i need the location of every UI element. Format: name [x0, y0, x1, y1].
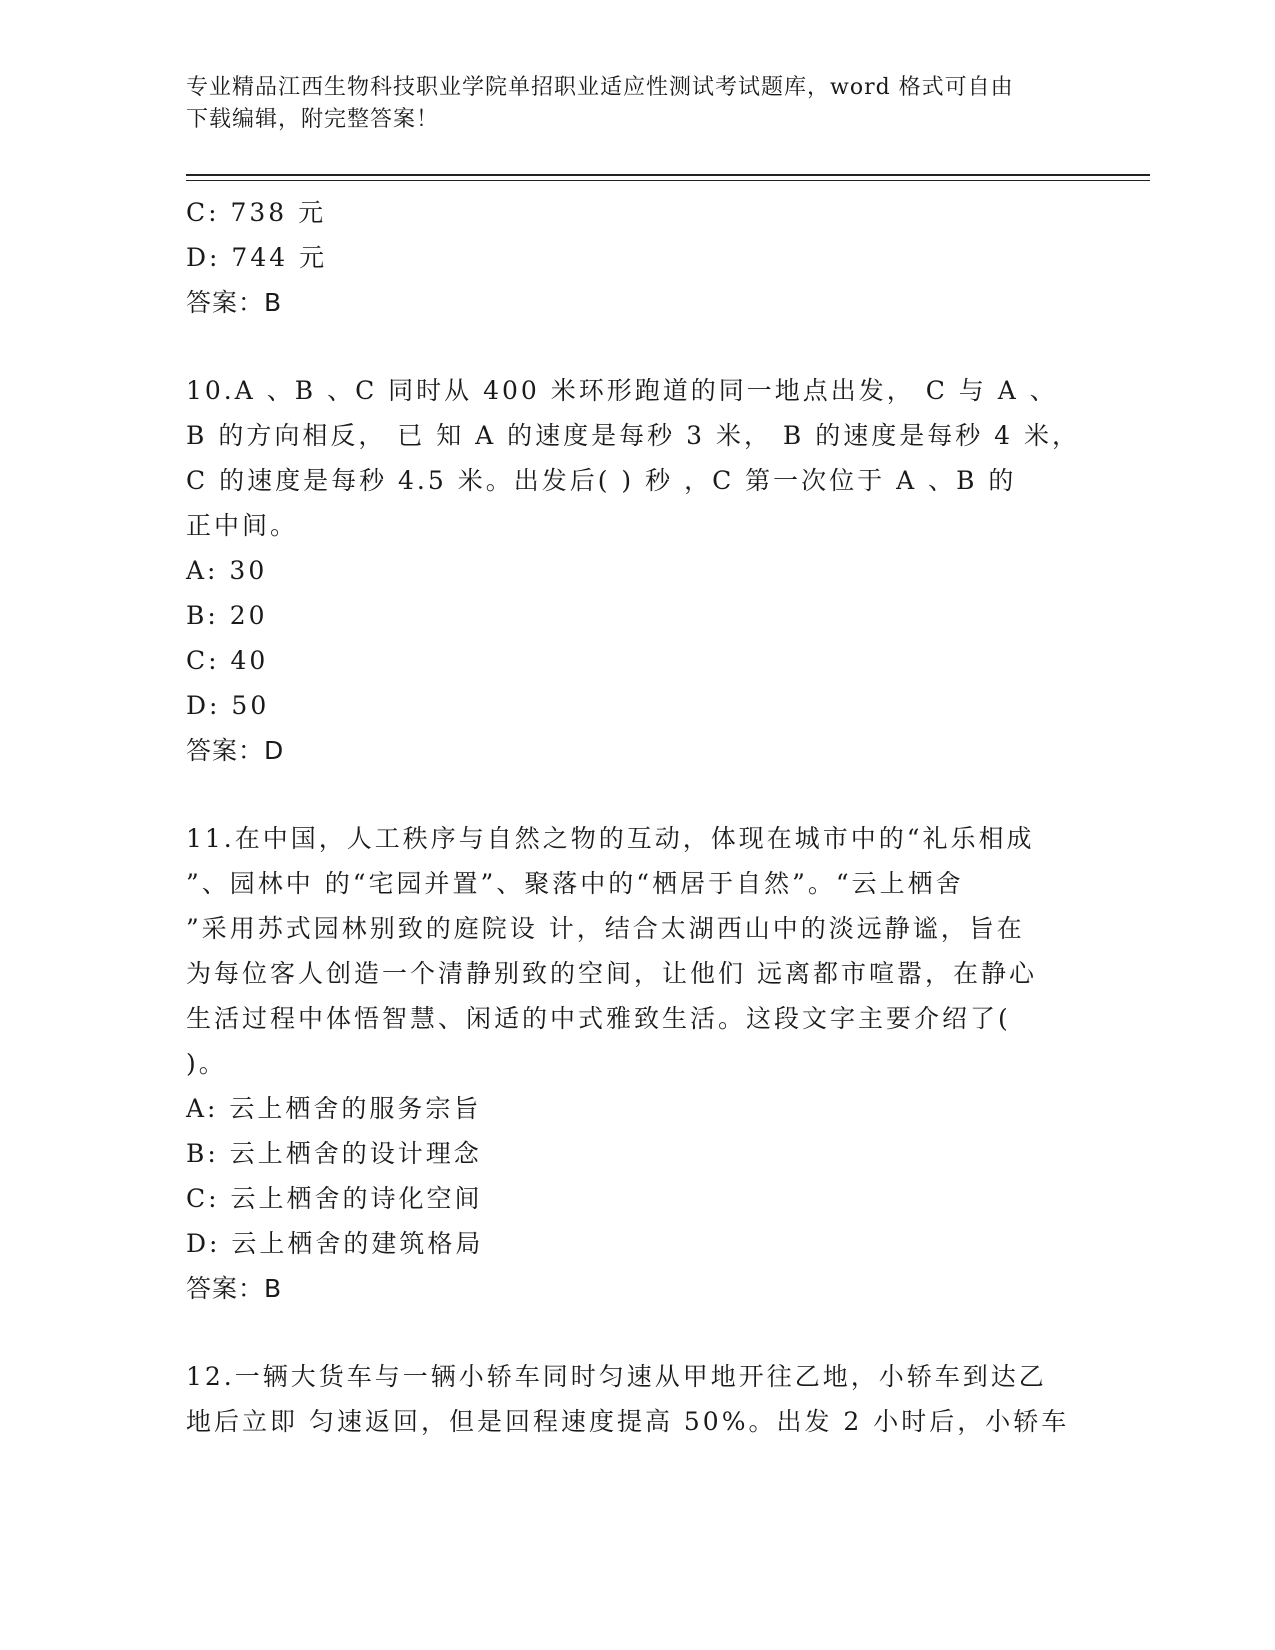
option-a: A: 30 — [186, 556, 268, 585]
page-header — [186, 72, 1086, 136]
question-content — [186, 190, 1081, 1444]
answer-line: 答案：B — [186, 1274, 283, 1303]
option-d: D: 50 — [186, 691, 270, 720]
question-text-line: B 的方向相反， 已 知 A 的速度是每秒 3 米， B 的速度是每秒 4 米， — [186, 421, 1081, 450]
header-line-2: 下载编辑，附完整答案！ — [186, 107, 440, 132]
option-d: D: 744 元 — [186, 243, 328, 272]
answer-line: 答案：B — [186, 288, 283, 317]
spacer — [186, 325, 1066, 368]
question-text-line: 正中间。 — [186, 511, 299, 540]
header-line-1: 专业精品江西生物科技职业学院单招职业适应性测试考试题库，word 格式可自由 — [186, 75, 1014, 100]
header-divider-thin — [186, 180, 1150, 181]
question-text-line: ”采用苏式园林别致的庭院设 计，结合太湖西山中的淡远静谧，旨在 — [186, 914, 1025, 943]
option-a: A: 云上栖舍的服务宗旨 — [186, 1094, 482, 1123]
question-10 — [186, 368, 1081, 773]
question-text-line: )。 — [186, 1049, 227, 1078]
question-text-line: 12.一辆大货车与一辆小轿车同时匀速从甲地开往乙地，小轿车到达乙 — [186, 1362, 1047, 1391]
question-text-line: 11.在中国，人工秩序与自然之物的互动，体现在城市中的“礼乐相成 — [186, 824, 1035, 853]
question-11 — [186, 816, 1066, 1311]
option-b: B: 20 — [186, 601, 268, 630]
option-c: C: 云上栖舍的诗化空间 — [186, 1184, 483, 1213]
option-c: C: 738 元 — [186, 198, 327, 227]
question-text-line: 地后立即 匀速返回，但是回程速度提高 50%。出发 2 小时后，小轿车 — [186, 1407, 1070, 1436]
question-text-line: 为每位客人创造一个清静别致的空间，让他们 远离都市喧嚣，在静心 — [186, 959, 1037, 988]
question-9-tail — [186, 190, 1066, 325]
question-text-line: ”、园林中 的“宅园并置”、聚落中的“栖居于自然”。“云上栖舍 — [186, 869, 964, 898]
option-d: D: 云上栖舍的建筑格局 — [186, 1229, 484, 1258]
answer-line: 答案：D — [186, 736, 285, 765]
spacer — [186, 1311, 1066, 1354]
question-text-line: C 的速度是每秒 4.5 米。出发后( ) 秒 ，C 第一次位于 A 、B 的 — [186, 466, 1017, 495]
option-c: C: 40 — [186, 646, 269, 675]
question-text-line: 10.A 、B 、C 同时从 400 米环形跑道的同一地点出发， C 与 A 、 — [186, 376, 1058, 405]
question-text-line: 生活过程中体悟智慧、闲适的中式雅致生活。这段文字主要介绍了( — [186, 1004, 1011, 1033]
header-divider-thick — [186, 174, 1150, 176]
option-b: B: 云上栖舍的设计理念 — [186, 1139, 482, 1168]
spacer — [186, 773, 1066, 816]
question-12 — [186, 1354, 1070, 1444]
